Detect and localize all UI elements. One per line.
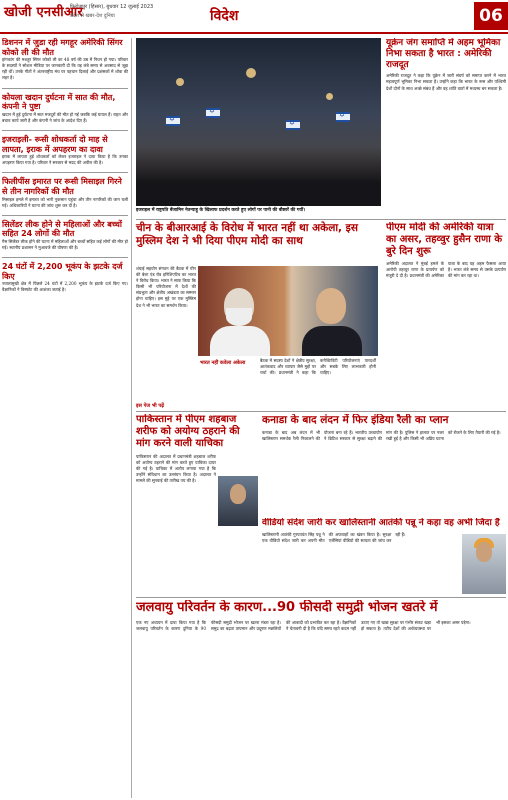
leader-face [316, 288, 346, 324]
leader-figure [302, 326, 362, 356]
brief-headline: इजराइली- रूसी शोधकर्ता दो माह से लापता, इराक में अपहरण का दावा [2, 134, 108, 154]
leader-figure [210, 326, 270, 356]
brief-body: ज्वालामुखी क्षेत्र में पिछले 24 घंटों में 2,200 भूकंप के झटके दर्ज किए गए। वैज्ञानिकों ने विस्फोट की आशंका जताई है। [2, 281, 128, 293]
page-number: 06 [474, 2, 508, 30]
street-light [176, 78, 184, 86]
news-brief [2, 177, 128, 208]
story-body: शंघाई सहयोग संगठन की बैठक में चीन की बेल्ट एंड रोड इनिशिएटिव का भारत ने विरोध किया। भारत ने साफ किया कि किसी भी परियोजना में देशों की संप्रभुता और क्षेत्रीय अखंडता का सम्मान होना चाहिए। इस मुद्दे पर एक मुस्लिम देश ने भी भारत का समर्थन किया। [136, 266, 196, 308]
story-headline: पाकिस्तान में पीएम शहबाज शरीफ को अयोग्य ठहराने की मांग करने वाली याचिका [136, 414, 240, 449]
portrait-face [476, 542, 492, 562]
story-headline: जलवायु परिवर्तन के कारण...90 फीसदी समुद्री भोजन खतरे में [136, 600, 438, 615]
story-columns [262, 532, 458, 544]
news-brief [2, 220, 128, 251]
divider [136, 411, 506, 412]
flag-icon [166, 116, 180, 126]
story-headline: वीडियो संदेश जारी कर खालिस्तानी आतंकी पन्नू ने कहा वह अभी जिंदा हैं [262, 518, 500, 528]
divider [136, 597, 506, 598]
china-story-columns [200, 358, 376, 402]
story-body: कनाडा के बाद अब लंदन में भी खालिस्तान समर्थक रैली निकालने की योजना बना रहे हैं। भारतीय उच्चायोग ने ब्रिटिश सरकार से सुरक्षा बढ़ाने की मांग की है। पुलिस ने हालात पर नजर रखी हुई है और किसी भी अप्रिय घटना को रोकने के लिए तैयारी की गई है। [262, 429, 501, 441]
brief-headline: सिलेंडर लीक होने से महिलाओं और बच्चों सहित 24 लोगों की मौत [2, 219, 122, 239]
brief-headline: फिलीपींस इमारत पर रूसी मिसाइल गिरने से तीन नागरिकों की मौत [2, 177, 122, 196]
beard [226, 308, 252, 326]
story-kicker: भारत नहीं कवेला अकेला [200, 360, 246, 366]
news-brief [2, 38, 128, 82]
story-headline: यूक्रेन जंग समाप्ति में अहम भूमिका निभा सकता है भारत : अमेरिकी राजदूत [386, 38, 501, 70]
ukraine-story [386, 38, 506, 216]
divider [136, 219, 506, 220]
flag-icon [206, 108, 220, 118]
divider [2, 172, 128, 173]
china-story [136, 222, 381, 247]
story-body: खालिस्तानी आतंकी गुरपतवंत सिंह पन्नू ने एक वीडियो संदेश जारी कर अपनी मौत की अफवाहों का खंडन किया है। सुरक्षा एजेंसियां वीडियो की सत्यता की जांच कर रही हैं। [262, 531, 406, 543]
street-light [326, 93, 333, 100]
story-headline: चीन के बीआरआई के विरोध में भारत नहीं था अकेला, इस मुस्लिम देश ने भी दिया पीएम मोदी का साथ [136, 222, 358, 247]
crowd [136, 146, 381, 206]
flag-icon [286, 120, 300, 130]
read-more-link[interactable]: इस पेज भी पढ़ें [136, 403, 165, 409]
story-body: पाकिस्तान की अदालत में प्रधानमंत्री शहबाज शरीफ को अयोग्य ठहराने की मांग करते हुए याचिका दायर की गई है। याचिका में आरोप लगाया गया है कि उन्होंने संविधान का उल्लंघन किया है। अदालत ने मामले की सुनवाई की तारीख तय की है। [136, 454, 216, 484]
politician-photo [218, 476, 258, 526]
canada-story [262, 414, 506, 512]
story-body: बैठक में सदस्य देशों ने क्षेत्रीय सुरक्षा, आतंकवाद और व्यापार जैसे मुद्दों पर चर्चा की। प्रधानमंत्री ने कहा कि कनेक्टिविटी परियोजनाएं पारदर्शी और सबके लिए लाभकारी होनी चाहिए। [260, 358, 376, 376]
politician-face [230, 484, 246, 504]
left-news-column [2, 38, 132, 798]
portrait-photo [462, 534, 506, 594]
divider [2, 130, 128, 131]
news-brief [2, 262, 128, 293]
newspaper-logo: खोजी एनसीआर [4, 5, 84, 20]
story-body: अमेरिकी अदालत ने मुंबई हमले के आरोपी तहव्वुर राणा के प्रत्यर्पण को मंजूरी दे दी है। प्रधानमंत्री की अमेरिका यात्रा के बाद यह अहम फैसला आया है। भारत लंबे समय से उसके प्रत्यर्पण की मांग कर रहा था। [386, 261, 506, 279]
story-headline: कनाडा के बाद लंदन में फिर इंडिया रैली का प्लान [262, 414, 449, 426]
story-headline: पीएम मोदी की अमेरिकी यात्रा का असर, तहव्वुर हुसैन राणा के बुरे दिन शुरू [386, 222, 502, 257]
issue-date: फिरोजपुर (हिसार), बुधवार 12 जुलाई 2023 [70, 4, 154, 10]
brief-body: खदान में हुई दुर्घटना में सात मजदूरों की मौत हो गई जबकि कई घायल हैं। राहत और बचाव कार्य जारी है और कंपनी ने जांच के आदेश दिए हैं। [2, 111, 128, 123]
news-brief [2, 135, 128, 166]
masthead-subtitle: प्रदेश से खबर-देश दुनिया [70, 13, 115, 19]
brief-body: गैस सिलेंडर लीक होने की घटना में महिलाओं और बच्चों सहित कई लोगों की मौत हो गई। स्थानीय प्रशासन ने मुआवजे की घोषणा की है। [2, 238, 128, 250]
street-light [246, 68, 256, 78]
brief-body: हांगकांग की मशहूर सिंगर कोको ली का 48 वर्ष की उम्र में निधन हो गया। परिवार के सदस्यों ने सोशल मीडिया पर जानकारी दी कि वह लंबे समय से अवसाद से जूझ रही थीं। उनके गीतों ने अंतरराष्ट्रीय मंच पर पहचान दिलाई और प्रशंसकों में शोक की लहर है। [2, 57, 128, 81]
story-columns [262, 430, 506, 442]
photo-caption: इजराइल में राष्ट्रपति बेंजामिन नेतन्याहू के खिलाफ प्रदर्शन करते हुए लोगों पर पानी की बौछारें की गयीं। [136, 208, 306, 213]
climate-story [136, 600, 506, 798]
story-body: एक नए अध्ययन में दावा किया गया है कि जलवायु परिवर्तन के कारण दुनिया के 90 फीसदी समुद्री भोजन पर खतरा मंडरा रहा है। समुद्र का बढ़ता तापमान और प्रदूषण मछलियों की आबादी को प्रभावित कर रहा है। वैज्ञानिकों ने चेतावनी दी है कि यदि समय रहते कदम नहीं उठाए गए तो खाद्य सुरक्षा पर गंभीर संकट खड़ा हो सकता है। तटीय देशों की अर्थव्यवस्था पर भी इसका असर पड़ेगा। [136, 619, 471, 631]
flag-icon [336, 112, 350, 122]
brief-body: इराक में लापता हुई शोधकर्ता को लेकर इजराइल ने दावा किया है कि उनका अपहरण किया गया है। परिवार ने सरकार से मदद की अपील की है। [2, 154, 128, 166]
protest-photo [136, 38, 381, 206]
section-title: विदेश [210, 8, 239, 24]
divider [2, 257, 128, 258]
brief-headline: 24 घंटों में 2,200 भूकंप के झटके दर्ज किए [2, 262, 123, 281]
brief-headline: डिशनन में जुडा रही मगहूर अमेरिकी सिंगर कोको ली की मौत [2, 38, 123, 57]
story-body: अमेरिकी राजदूत ने कहा कि यूक्रेन में जारी संघर्ष को समाप्त करने में भारत महत्वपूर्ण भूमिका निभा सकता है। उन्होंने कहा कि भारत के रूस और पश्चिमी देशों दोनों के साथ अच्छे संबंध हैं और वह शांति वार्ता में मध्यस्थ बन सकता है। [386, 73, 506, 91]
leaders-photo [198, 266, 378, 356]
brief-body: मिसाइल हमले में इमारत को भारी नुकसान पहुंचा और तीन नागरिकों की जान चली गई। अधिकारियों ने घटना की जांच शुरू कर दी है। [2, 196, 128, 208]
news-brief [2, 93, 128, 124]
video-message-story [262, 518, 506, 598]
divider [2, 88, 128, 89]
story-columns [386, 261, 506, 279]
masthead [0, 0, 508, 34]
story-columns [136, 620, 506, 632]
brief-headline: कोयला खदान दुर्घटना में सात की मौत, कंपनी ने पुष्टा [2, 92, 116, 112]
china-story-column [136, 266, 196, 401]
divider [2, 215, 128, 216]
us-visit-story [386, 222, 506, 407]
